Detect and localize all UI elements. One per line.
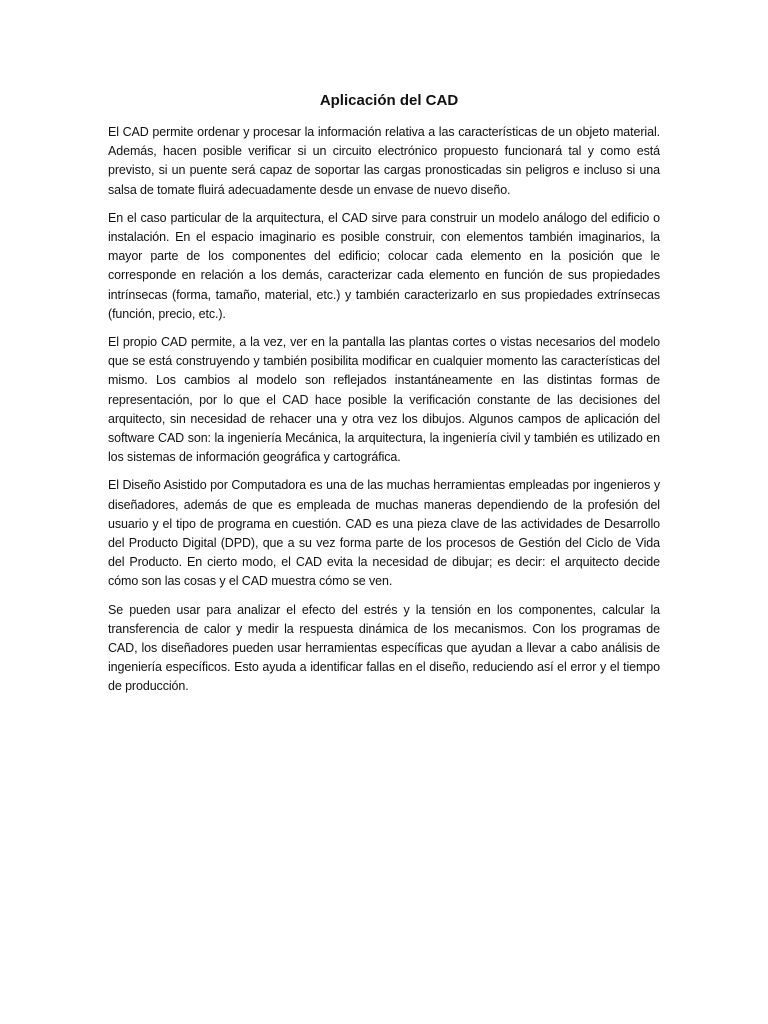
paragraph-3: El propio CAD permite, a la vez, ver en la pantalla las plantas cortes o vistas necesarios del modelo que se está construyendo y también posibilita modificar en cualquier momento las características del mismo. Los cambios al modelo son reflejados instantáneamente en las distintas formas de representación, por lo que el CAD hace posible la verificación constante de las decisiones del arquitecto, sin necesidad de rehacer una y otra vez los dibujos. Algunos campos de aplicación del software CAD son: la ingeniería Mecánica, la arquitectura, la ingeniería civil y también es utilizado en los sistemas de información geográfica y cartográfica. [108, 335, 660, 465]
paragraph-5: Se pueden usar para analizar el efecto del estrés y la tensión en los componentes, calcular la transferencia de calor y medir la respuesta dinámica de los mecanismos. Con los programas de CAD, los diseñadores pueden usar herramientas específicas que ayudan a llevar a cabo análisis de ingeniería específicos. Esto ayuda a identificar fallas en el diseño, reduciendo así el error y el tiempo de producción. [108, 602, 660, 694]
paragraph-1: El CAD permite ordenar y procesar la información relativa a las características de un objeto material. Además, hacen posible verificar si un circuito electrónico propuesto funcionará tal y como está previsto, si un puente será capaz de soportar las cargas pronosticadas sin peligros e incluso si una salsa de tomate fluirá adecuadamente desde un envase de nuevo diseño. [108, 125, 660, 197]
paragraph-2: En el caso particular de la arquitectura, el CAD sirve para construir un modelo análogo del edificio o instalación. En el espacio imaginario es posible construir, con elementos también imaginarios, la mayor parte de los componentes del edificio; colocar cada elemento en la posición que le corresponde en relación a los demás, caracterizar cada elemento en función de sus propiedades intrínsecas (forma, tamaño, material, etc.) y también caracterizarlo en sus propiedades extrínsecas (función, precio, etc.). [108, 210, 660, 321]
document-title: Aplicación del CAD [319, 92, 459, 109]
document-page [108, 92, 660, 706]
paragraph-4: El Diseño Asistido por Computadora es una de las muchas herramientas empleadas por ingenieros y diseñadores, además de que es empleada de muchas maneras dependiendo de la profesión del usuario y el tipo de programa en cuestión. CAD es una pieza clave de las actividades de Desarrollo del Producto Digital (DPD), que a su vez forma parte de los procesos de Gestión del Ciclo de Vida del Producto. En cierto modo, el CAD evita la necesidad de dibujar; es decir: el arquitecto decide cómo son las cosas y el CAD muestra cómo se ven. [108, 478, 660, 589]
